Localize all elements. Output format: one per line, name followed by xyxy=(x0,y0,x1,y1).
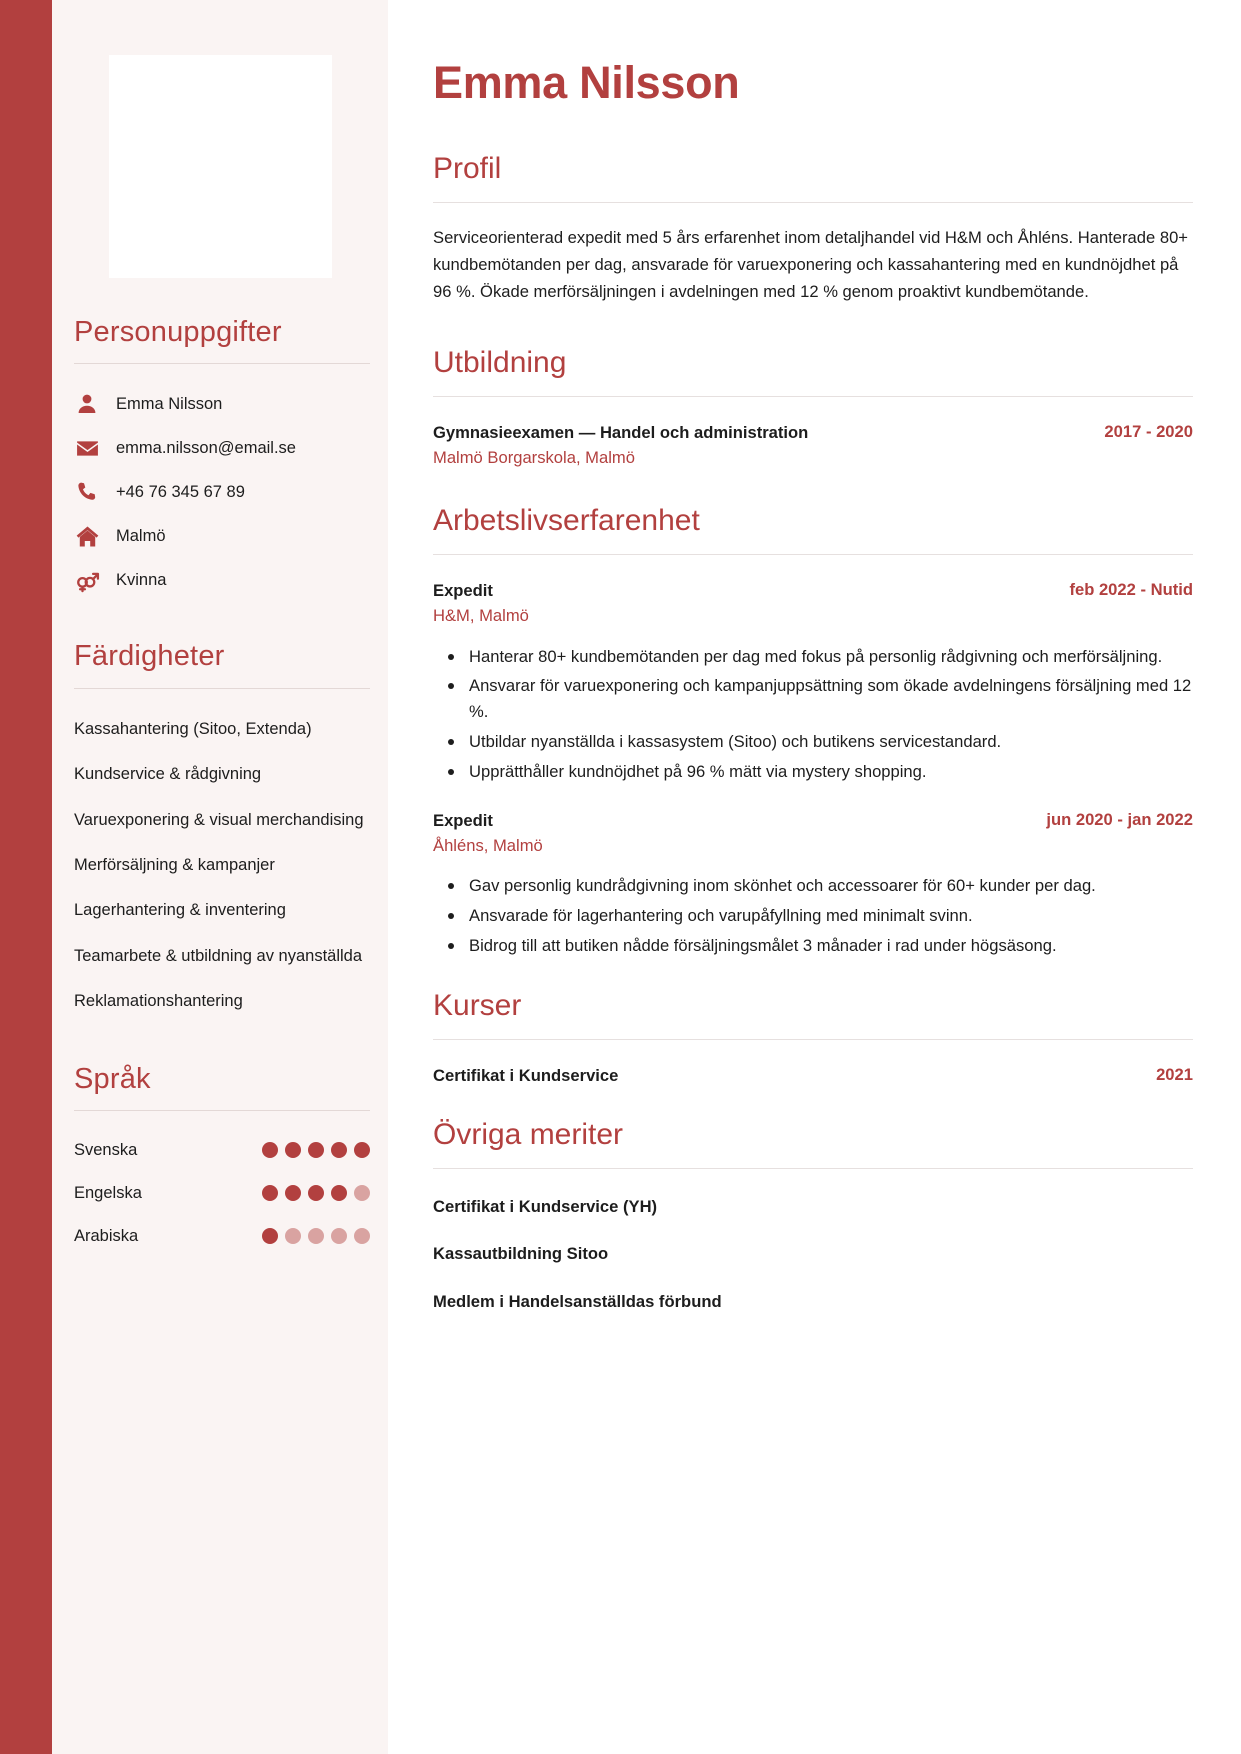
divider xyxy=(74,688,370,689)
rating-dot-empty xyxy=(331,1228,347,1244)
rating-dot-empty xyxy=(285,1228,301,1244)
language-label: Engelska xyxy=(74,1183,142,1202)
language-rating xyxy=(262,1228,370,1244)
list-item: Upprätthåller kundnöjdhet på 96 % mätt via mystery shopping. xyxy=(467,759,1193,785)
contact-row-email xyxy=(74,426,370,470)
section-experience xyxy=(433,504,1193,959)
education-heading: Utbildning xyxy=(433,345,567,379)
section-personal-details xyxy=(74,316,370,602)
list-item: Medlem i Handelsanställdas förbund xyxy=(433,1291,722,1311)
rating-dot-filled xyxy=(262,1228,278,1244)
person-icon xyxy=(74,391,100,417)
sidebar xyxy=(52,0,388,1754)
divider xyxy=(433,1039,1193,1040)
contact-row-phone xyxy=(74,470,370,514)
list-item: Kassahantering (Sitoo, Extenda) xyxy=(74,719,312,738)
language-label: Svenska xyxy=(74,1140,138,1159)
profile-text: Serviceorienterad expedit med 5 års erfarenhet inom detaljhandel vid H&M och Åhléns. Hanterade 80+ kundbemötanden per dag, ansvarade för varuexponering och kassahantering med en kundnöjdhet på 96 %. Ökade merförsäljningen i avdelningen med 12 % genom proaktivt kundbemötande. xyxy=(433,228,1188,301)
rating-dot-filled xyxy=(308,1185,324,1201)
envelope-icon xyxy=(74,435,100,461)
list-item: Teamarbete & utbildning av nyanställda xyxy=(74,946,363,965)
list-item xyxy=(74,1129,370,1172)
contact-row-city xyxy=(74,514,370,558)
language-rating xyxy=(262,1142,370,1158)
list-item: Kundservice & rådgivning xyxy=(74,765,262,784)
rating-dot-filled xyxy=(354,1142,370,1158)
language-rating xyxy=(262,1185,370,1201)
entry-bullets xyxy=(433,873,1193,959)
language-label: Arabiska xyxy=(74,1226,139,1245)
phone-icon xyxy=(74,479,100,505)
list-item: Hanterar 80+ kundbemötanden per dag med fokus på personlig rådgivning och merförsäljning. xyxy=(467,644,1193,670)
divider xyxy=(74,363,370,364)
list-item: Lagerhantering & inventering xyxy=(74,901,286,920)
entry-date: jun 2020 - jan 2022 xyxy=(1046,809,1193,829)
entry-title: Certifikat i Kundservice xyxy=(433,1066,619,1086)
languages-list xyxy=(74,1129,370,1258)
entry-bullets xyxy=(433,644,1193,785)
list-item: Gav personlig kundrådgivning inom skönhet och accessoarer för 60+ kunder per dag. xyxy=(467,873,1193,899)
contact-value-city: Malmö xyxy=(116,527,166,546)
contact-value-email: emma.nilsson@email.se xyxy=(116,439,296,458)
section-education xyxy=(433,346,1193,470)
contact-row-name xyxy=(74,382,370,426)
rating-dot-empty xyxy=(354,1185,370,1201)
course-entry xyxy=(433,1064,1193,1087)
list-item xyxy=(74,1172,370,1215)
skills-heading: Färdigheter xyxy=(74,640,225,673)
profile-photo-container xyxy=(52,0,388,278)
list-item: Ansvarar för varuexponering och kampanjuppsättning som ökade avdelningens försäljning med 12 %. xyxy=(467,673,1193,725)
languages-heading: Språk xyxy=(74,1062,151,1095)
contact-value-gender: Kvinna xyxy=(116,571,167,590)
profile-heading: Profil xyxy=(433,151,502,185)
rating-dot-filled xyxy=(331,1185,347,1201)
experience-entry xyxy=(433,579,1193,785)
contact-value-phone: +46 76 345 67 89 xyxy=(116,483,245,502)
rating-dot-empty xyxy=(354,1228,370,1244)
gender-icon xyxy=(74,567,100,593)
profile-photo xyxy=(109,55,332,278)
entry-subtitle: H&M, Malmö xyxy=(433,606,529,626)
section-languages xyxy=(74,1063,370,1258)
skills-list xyxy=(74,707,370,1025)
contact-row-gender xyxy=(74,558,370,602)
entry-date: feb 2022 - Nutid xyxy=(1069,580,1193,600)
contact-value-name: Emma Nilsson xyxy=(116,395,223,414)
page-title: Emma Nilsson xyxy=(433,57,740,108)
entry-date: 2017 - 2020 xyxy=(1104,422,1193,442)
list-item: Utbildar nyanställda i kassasystem (Sitoo) och butikens servicestandard. xyxy=(467,729,1193,755)
list-item xyxy=(74,1215,370,1258)
rating-dot-filled xyxy=(262,1185,278,1201)
list-item: Reklamationshantering xyxy=(74,992,243,1011)
entry-subtitle: Åhléns, Malmö xyxy=(433,836,543,856)
entry-title: Gymnasieexamen — Handel och administration xyxy=(433,423,809,443)
rating-dot-filled xyxy=(285,1185,301,1201)
list-item: Ansvarade för lagerhantering och varupåfyllning med minimalt svinn. xyxy=(467,903,1193,929)
section-profile xyxy=(433,152,1193,306)
experience-heading: Arbetslivserfarenhet xyxy=(433,503,700,537)
list-item: Bidrog till att butiken nådde försäljningsmålet 3 månader i rad under högsäsong. xyxy=(467,933,1193,959)
other-merits-heading: Övriga meriter xyxy=(433,1117,624,1151)
section-other-merits xyxy=(433,1118,1193,1313)
entry-title: Expedit xyxy=(433,810,493,830)
rating-dot-filled xyxy=(308,1142,324,1158)
divider xyxy=(74,1110,370,1111)
entry-title: Expedit xyxy=(433,581,493,601)
main-content xyxy=(388,0,1241,1754)
section-courses xyxy=(433,989,1193,1088)
experience-entry xyxy=(433,809,1193,959)
rating-dot-empty xyxy=(308,1228,324,1244)
list-item: Merförsäljning & kampanjer xyxy=(74,855,275,874)
list-item: Kassautbildning Sitoo xyxy=(433,1244,609,1264)
section-skills xyxy=(74,640,370,1024)
divider xyxy=(433,202,1193,203)
rating-dot-filled xyxy=(331,1142,347,1158)
courses-heading: Kurser xyxy=(433,988,522,1022)
rating-dot-filled xyxy=(285,1142,301,1158)
entry-subtitle: Malmö Borgarskola, Malmö xyxy=(433,448,635,468)
entry-date: 2021 xyxy=(1156,1065,1193,1085)
personal-details-heading: Personuppgifter xyxy=(74,316,282,348)
divider xyxy=(433,554,1193,555)
home-icon xyxy=(74,523,100,549)
divider xyxy=(433,396,1193,397)
rating-dot-filled xyxy=(262,1142,278,1158)
list-item: Certifikat i Kundservice (YH) xyxy=(433,1197,658,1217)
divider xyxy=(433,1168,1193,1169)
list-item: Varuexponering & visual merchandising xyxy=(74,810,364,829)
education-entry xyxy=(433,421,1193,469)
left-accent-stripe xyxy=(0,0,52,1754)
